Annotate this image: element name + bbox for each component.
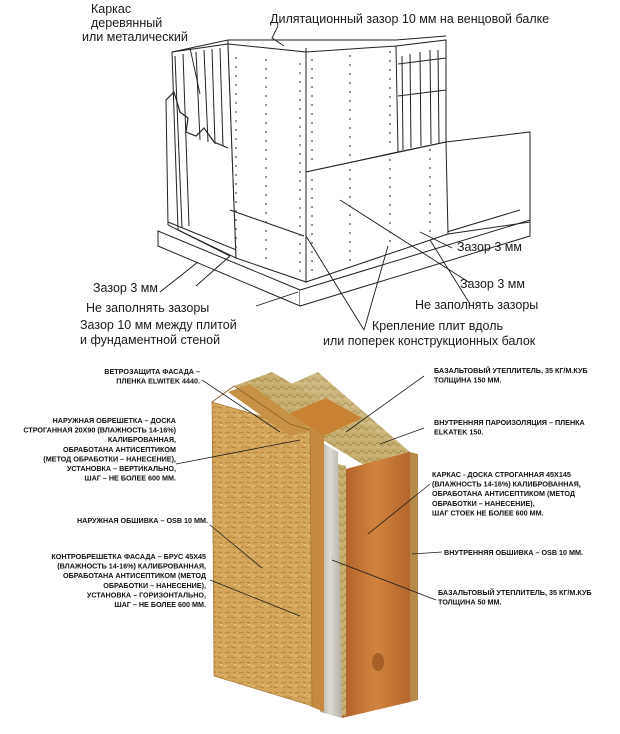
fastener-dot: [311, 269, 313, 271]
caption-outer-lath-line5: (МЕТОД ОБРАБОТКИ – НАНЕСЕНИЕ),: [43, 454, 176, 464]
frame-studs-right: [402, 50, 439, 150]
fastener-dot: [265, 59, 267, 61]
fastener-dot: [429, 212, 431, 214]
fastener-dot: [235, 192, 237, 194]
fastener-dot: [389, 222, 391, 224]
fastener-dot: [299, 117, 301, 119]
fastener-dot: [299, 261, 301, 263]
fastener-dot: [349, 118, 351, 120]
label-frame-line3: или металический: [82, 30, 188, 44]
fastener-dot: [349, 136, 351, 138]
fastener-dot: [349, 259, 351, 261]
fastener-dot: [265, 167, 267, 169]
caption-counter-lath-line6: ШАГ – НЕ БОЛЕЕ 600 ММ.: [114, 600, 206, 609]
fastener-dot: [389, 141, 391, 143]
wall-cutaway: [212, 372, 418, 718]
fastener-dot: [299, 234, 301, 236]
fastener-dot: [265, 122, 267, 124]
caption-frame-line2: (ВЛАЖНОСТЬ 14-16%) КАЛИБРОВАННАЯ,: [432, 479, 581, 489]
fastener-dot: [235, 201, 237, 203]
fastener-dot: [311, 140, 313, 142]
fastener-dot: [389, 168, 391, 170]
fastener-dot: [299, 162, 301, 164]
caption-outer-lath-line7: ШАГ – НЕ БОЛЕЕ 600 ММ.: [84, 473, 176, 483]
caption-counter-lath-line2: (ВЛАЖНОСТЬ 14-16%) КАЛИБРОВАННАЯ,: [57, 561, 206, 571]
fastener-dot: [311, 215, 313, 217]
fastener-dot: [265, 248, 267, 250]
fastener-dot: [389, 114, 391, 116]
label-gap-right-upper: Зазор 3 мм: [457, 240, 522, 254]
fastener-dot: [389, 105, 391, 107]
fastener-dot: [429, 185, 431, 187]
fastener-dot: [389, 195, 391, 197]
fastener-dot: [349, 100, 351, 102]
fastener-dot: [349, 91, 351, 93]
fastener-dot: [349, 196, 351, 198]
fastener-dot: [311, 104, 313, 106]
front-panel: [228, 44, 306, 282]
fastener-dot: [389, 123, 391, 125]
fastener-dot: [389, 204, 391, 206]
fastener-dot: [235, 165, 237, 167]
fastener-dot: [235, 138, 237, 140]
fastener-dot: [389, 87, 391, 89]
fastener-dot: [311, 251, 313, 253]
fastener-dot: [265, 203, 267, 205]
fastener-dot: [299, 72, 301, 74]
caption-outer-skin-line1: НАРУЖНАЯ ОБШИВКА – OSB 10 ММ.: [76, 516, 208, 525]
fastener-dot: [265, 86, 267, 88]
caption-windbarrier-line2: ПЛЕНКА ELWITEK 4440.: [116, 376, 200, 386]
fastener-dot: [265, 95, 267, 97]
fastener-dot: [299, 135, 301, 137]
label-frame-line2: деревянный: [91, 16, 163, 30]
caption-frame-line5: ШАГ СТОЕК НЕ БОЛЕЕ 600 ММ.: [432, 508, 544, 518]
fastener-dot: [311, 233, 313, 235]
fastener-dot: [235, 66, 237, 68]
fastener-dot: [299, 180, 301, 182]
fastener-dot: [265, 113, 267, 115]
fastener-dot: [349, 241, 351, 243]
fastener-dot: [265, 176, 267, 178]
fastener-dot: [429, 230, 431, 232]
fastener-dot: [235, 246, 237, 248]
caption-insulation-150-line2: ТОЛЩИНА 150 ММ.: [434, 375, 502, 385]
caption-vapor-barrier-line1: ВНУТРЕННЯЯ ПАРОИЗОЛЯЦИЯ – ПЛЕНКА: [434, 418, 585, 427]
fastener-dot: [311, 122, 313, 124]
wood-knot: [372, 653, 384, 671]
fastener-dot: [299, 90, 301, 92]
caption-insulation-50-line1: БАЗАЛЬТОВЫЙ УТЕПЛИТЕЛЬ, 35 КГ/М.КУБ: [438, 588, 592, 597]
fastener-dot: [349, 109, 351, 111]
fastener-dot: [311, 188, 313, 190]
fastener-dot: [299, 171, 301, 173]
label-no-fill-left: Не заполнять зазоры: [86, 301, 210, 315]
fastener-dot: [389, 186, 391, 188]
fastener-dot: [299, 153, 301, 155]
fastener-dot: [235, 174, 237, 176]
caption-outer-lath-line4: ОБРАБОТАНА АНТИСЕПТИКОМ: [63, 444, 176, 454]
fastener-dot: [299, 243, 301, 245]
fastener-dot: [235, 237, 237, 239]
fastener-dot: [299, 270, 301, 272]
caption-frame-line4: ОБРАБОТКИ – НАНЕСЕНИЕ),: [432, 498, 535, 508]
frame-studs-left: [175, 48, 223, 228]
fastener-dot: [389, 78, 391, 80]
fastener-dot: [299, 108, 301, 110]
fastener-dot: [349, 82, 351, 84]
fastener-dot: [299, 99, 301, 101]
fastener-dot: [265, 149, 267, 151]
fastener-dot: [311, 113, 313, 115]
label-gap-left: Зазор 3 мм: [93, 281, 158, 295]
caption-windbarrier-line1: ВЕТРОЗАЩИТА ФАСАДА –: [104, 367, 200, 376]
fastener-dot: [311, 260, 313, 262]
fastener-dot: [311, 158, 313, 160]
fastener-dot: [389, 240, 391, 242]
fastener-dot: [265, 212, 267, 214]
fastener-dot: [349, 64, 351, 66]
fastener-dot: [299, 198, 301, 200]
fastener-dot: [389, 69, 391, 71]
caption-counter-lath-line3: ОБРАБОТАНА АНТИСЕПТИКОМ (МЕТОД: [63, 571, 206, 581]
fastener-dot: [265, 104, 267, 106]
fastener-dot: [235, 228, 237, 230]
fastener-dot: [429, 149, 431, 151]
fastener-dot: [429, 221, 431, 223]
fastener-dot: [311, 242, 313, 244]
fastener-dot: [429, 194, 431, 196]
fastener-dot: [265, 158, 267, 160]
label-gap-right-lower: Зазор 3 мм: [460, 277, 525, 291]
caption-counter-lath-line5: УСТАНОВКА – ГОРИЗОНТАЛЬНО,: [86, 590, 206, 600]
fastener-dot: [265, 230, 267, 232]
fastener-dot: [349, 232, 351, 234]
label-fastening-line1: Крепление плит вдоль: [372, 319, 504, 333]
fastener-dot: [299, 225, 301, 227]
fastener-dot: [389, 132, 391, 134]
fastener-dot: [299, 144, 301, 146]
fastener-dot: [265, 239, 267, 241]
fastener-dot: [311, 59, 313, 61]
caption-inner-skin-line1: ВНУТРЕННЯЯ ОБШИВКА – OSB 10 ММ.: [444, 548, 583, 557]
fastener-dot: [429, 158, 431, 160]
fastener-dot: [349, 169, 351, 171]
fastener-dot: [389, 213, 391, 215]
caption-insulation-150-line1: БАЗАЛЬТОВЫЙ УТЕПЛИТЕЛЬ, 35 КГ/М.КУБ: [434, 366, 588, 375]
fastener-dot: [389, 51, 391, 53]
fastener-dot: [235, 93, 237, 95]
fastener-dot: [235, 102, 237, 104]
fastener-dot: [311, 86, 313, 88]
caption-insulation-50-line2: ТОЛЩИНА 50 ММ.: [438, 597, 502, 607]
fastener-dot: [311, 197, 313, 199]
caption-outer-lath-line1: НАРУЖНАЯ ОБРЕШЕТКА – ДОСКА: [52, 416, 176, 425]
fastener-dot: [429, 176, 431, 178]
label-dilatation: Дилятационный зазор 10 мм на венцовой балке: [270, 12, 550, 26]
fastener-dot: [429, 167, 431, 169]
fastener-dot: [299, 216, 301, 218]
fastener-dot: [389, 60, 391, 62]
fastener-dot: [265, 185, 267, 187]
fastener-dot: [389, 177, 391, 179]
fastener-dot: [349, 73, 351, 75]
caption-vapor-barrier-line2: ELKATEK 150.: [434, 427, 484, 437]
caption-counter-lath-line4: ОБРАБОТКИ – НАНЕСЕНИЕ),: [103, 580, 206, 590]
caption-frame-line1: КАРКАС - ДОСКА СТРОГАННАЯ 45Х145: [432, 470, 571, 479]
fastener-dot: [299, 81, 301, 83]
right-wall: [306, 46, 398, 172]
fastener-dot: [311, 206, 313, 208]
caption-outer-lath-line3: КАЛИБРОВАННАЯ,: [107, 435, 176, 445]
fastener-dot: [299, 207, 301, 209]
inner-osb: [410, 452, 418, 702]
caption-frame-line3: ОБРАБОТАНА АНТИСЕПТИКОМ (МЕТОД: [432, 489, 575, 499]
fastener-dot: [235, 183, 237, 185]
fastener-dot: [235, 57, 237, 59]
fastener-dot: [235, 84, 237, 86]
fastener-dot: [349, 145, 351, 147]
fastener-dot: [235, 147, 237, 149]
fastener-dot: [349, 55, 351, 57]
label-gap-foundation-line2: и фундаментной стеной: [80, 333, 221, 347]
fastener-dot: [311, 131, 313, 133]
fastener-dot: [235, 129, 237, 131]
fastener-dot: [265, 131, 267, 133]
fastener-dot: [311, 77, 313, 79]
fastener-dot: [299, 189, 301, 191]
fastener-dot: [235, 111, 237, 113]
frame-wood: [342, 452, 410, 718]
fastener-dot: [349, 154, 351, 156]
caption-counter-lath-line1: КОНТРОБРЕШЕТКА ФАСАДА – БРУС 45Х45: [51, 552, 206, 561]
fastener-dot: [235, 219, 237, 221]
fastener-dot: [429, 203, 431, 205]
fastener-dot: [235, 210, 237, 212]
fastener-dot: [349, 223, 351, 225]
house-sketch: [158, 36, 530, 306]
fastener-dot: [265, 194, 267, 196]
fastener-dot: [265, 257, 267, 259]
fastener-dot: [389, 159, 391, 161]
fastener-dot: [389, 96, 391, 98]
fastener-dot: [311, 68, 313, 70]
fastener-dot: [299, 126, 301, 128]
fastener-dot: [265, 77, 267, 79]
fastener-dot: [311, 179, 313, 181]
label-fastening-line2: или поперек конструкционных балок: [323, 334, 536, 348]
label-no-fill-right: Не заполнять зазоры: [415, 298, 539, 312]
fastener-dot: [235, 156, 237, 158]
fastener-dot: [265, 68, 267, 70]
caption-outer-lath-line2: СТРОГАННАЯ 20Х90 (ВЛАЖНОСТЬ 14-16%): [23, 425, 176, 435]
fastener-dot: [349, 214, 351, 216]
fastener-dot: [265, 221, 267, 223]
fastener-dot: [311, 95, 313, 97]
fastener-dot: [349, 250, 351, 252]
caption-outer-lath-line6: УСТАНОВКА – ВЕРТИКАЛЬНО,: [66, 464, 176, 473]
fastener-dot: [349, 178, 351, 180]
counter-batten: [310, 428, 324, 712]
fastener-dot: [299, 63, 301, 65]
label-frame-line1: Каркас: [91, 2, 132, 16]
fastener-dot: [235, 120, 237, 122]
fastener-dot: [311, 149, 313, 151]
fastener-dot: [349, 127, 351, 129]
fastener-dot: [235, 75, 237, 77]
fastener-dot: [349, 187, 351, 189]
fastener-dot: [311, 224, 313, 226]
label-gap-foundation-line1: Зазор 10 мм между плитой: [80, 318, 237, 332]
fastener-dot: [299, 252, 301, 254]
fastener-dot: [265, 140, 267, 142]
